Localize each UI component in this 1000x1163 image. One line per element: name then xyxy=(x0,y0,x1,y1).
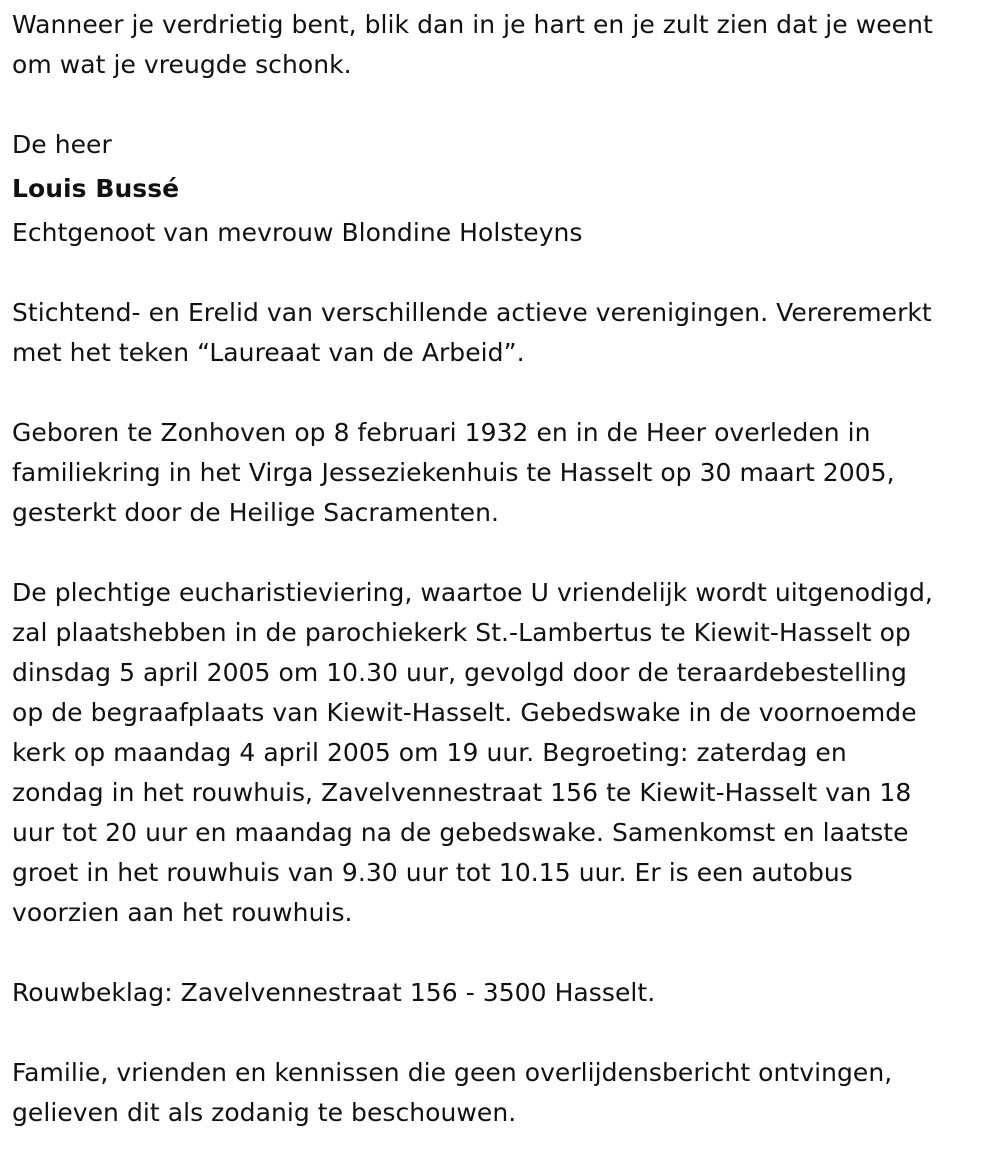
paragraph-line: met het teken “Laureaat van de Arbeid”. xyxy=(12,338,525,367)
paragraph-line: zal plaatshebben in de parochiekerk St.-Lambertus te Kiewit-Hasselt op xyxy=(12,618,911,647)
closing-paragraph xyxy=(12,1053,988,1133)
paragraph-line: Familie, vrienden en kennissen die geen overlijdensbericht ontvingen, xyxy=(12,1058,893,1087)
deceased-block xyxy=(12,125,988,253)
honors-paragraph xyxy=(12,293,988,373)
paragraph-line: zondag in het rouwhuis, Zavelvennestraat 156 te Kiewit-Hasselt van 18 xyxy=(12,778,912,807)
birth-death-paragraph xyxy=(12,413,988,533)
paragraph-line: Geboren te Zonhoven op 8 februari 1932 en in de Heer overleden in xyxy=(12,418,871,447)
paragraph-line: De plechtige eucharistieviering, waartoe U vriendelijk wordt uitgenodigd, xyxy=(12,578,933,607)
salutation: De heer xyxy=(12,130,112,159)
paragraph-line: gesterkt door de Heilige Sacramenten. xyxy=(12,498,499,527)
spouse-line: Echtgenoot van mevrouw Blondine Holsteyns xyxy=(12,218,583,247)
condolence-address: Rouwbeklag: Zavelvennestraat 156 - 3500 Hasselt. xyxy=(12,978,656,1007)
paragraph-line: groet in het rouwhuis van 9.30 uur tot 10.15 uur. Er is een autobus xyxy=(12,858,853,887)
deceased-name: Louis Bussé xyxy=(12,174,180,203)
paragraph-line: dinsdag 5 april 2005 om 10.30 uur, gevolgd door de teraardebestelling xyxy=(12,658,907,687)
condolence-paragraph xyxy=(12,973,988,1013)
paragraph-line: kerk op maandag 4 april 2005 om 19 uur. Begroeting: zaterdag en xyxy=(12,738,847,767)
paragraph-line: Stichtend- en Erelid van verschillende actieve verenigingen. Vereremerkt xyxy=(12,298,932,327)
paragraph-line: op de begraafplaats van Kiewit-Hasselt. Gebedswake in de voornoemde xyxy=(12,698,917,727)
quote-line: Wanneer je verdrietig bent, blik dan in je hart en je zult zien dat je weent xyxy=(12,10,933,39)
death-notice xyxy=(0,5,1000,1133)
paragraph-line: voorzien aan het rouwhuis. xyxy=(12,898,353,927)
quote-line: om wat je vreugde schonk. xyxy=(12,50,352,79)
paragraph-line: gelieven dit als zodanig te beschouwen. xyxy=(12,1098,517,1127)
ceremony-paragraph xyxy=(12,573,988,933)
opening-quote xyxy=(12,5,988,85)
paragraph-line: familiekring in het Virga Jesseziekenhuis te Hasselt op 30 maart 2005, xyxy=(12,458,895,487)
paragraph-line: uur tot 20 uur en maandag na de gebedswake. Samenkomst en laatste xyxy=(12,818,909,847)
